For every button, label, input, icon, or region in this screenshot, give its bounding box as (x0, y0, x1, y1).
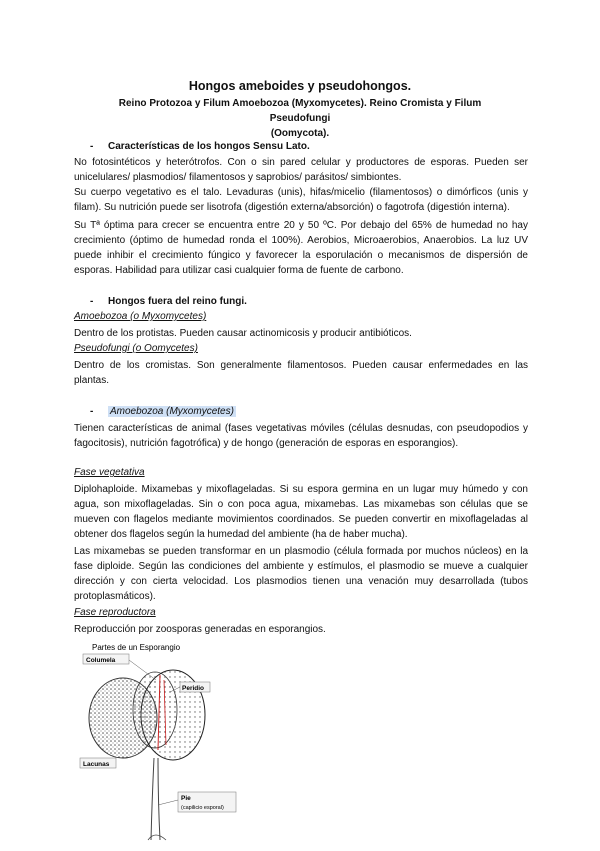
label-peridio: Peridio (182, 685, 205, 692)
paragraph: No fotosintéticos y heterótrofos. Con o sin pared celular y productores de esporas. Pueden ser unicelulares/ plasmodios/ filamentosos y saprobios/ parásitos/ simbiontes. (74, 157, 528, 183)
subsection-label: Pseudofungi (o Oomycetes) (74, 343, 198, 354)
paragraph: Reproducción por zoosporas generadas en esporangios. (74, 624, 326, 635)
paragraph: Las mixamebas se pueden transformar en un plasmodio (célula formada por muchos núcleos) en la fase diploide. Según las condiciones del ambiente y estímulos, el plasmodio se mueve a cualquier dirección y con cierta velocidad. Los plasmodios tienen una venación muy desarrollada (tubos protoplasmáticos). (74, 546, 528, 602)
section-heading-amoebozoa: - Amoebozoa (Myxomycetes) (90, 406, 234, 417)
label-columela: Columela (86, 657, 116, 664)
label-lacunas: Lacunas (83, 761, 110, 768)
section-heading-caracteristicas: - Características de los hongos Sensu Lato. (90, 141, 310, 152)
paragraph: Dentro de los cromistas. Son generalmente filamentosos. Pueden causar enfermedades en las plantas. (74, 360, 528, 386)
sporangium-figure (78, 640, 438, 848)
paragraph: Diplohaploide. Mixamebas y mixoflageladas. Si su espora germina en un lugar muy húmedo y con agua, son mixoflageladas. Sin o con poca agua, mixamebas. Las mixamebas son células que se mueven con flagelos mediante movimientos coordinados. Se pueden convertir en mixoflageladas al obtener dos flagelos según la humedad del ambiente (ha de haber mucha). (74, 484, 528, 540)
page-subtitle (90, 96, 510, 141)
page-title: Hongos ameboides y pseudohongos. (188, 79, 412, 93)
paragraph: Su cuerpo vegetativo es el talo. Levaduras (unis), hifas/micelio (filamentosos) o dimórficos (unis y filam). Su nutrición puede ser lisotrofa (digestión externa/absorción) o fagotrofa (digestión interna). (74, 187, 528, 213)
section-heading-fuera-reino: - Hongos fuera del reino fungi. (90, 296, 247, 307)
figure-title: Partes de un Esporangio (92, 643, 181, 652)
subtitle-line-1: Reino Protozoa y Filum Amoebozoa (Myxomycetes). Reino Cromista y Filum Pseudofungi (118, 98, 482, 124)
sporangium-stalk (151, 758, 154, 840)
paragraph: Dentro de los protistas. Pueden causar actinomicosis y producir antibióticos. (74, 328, 412, 339)
paragraph: Su Tª óptima para crecer se encuentra entre 20 y 50 ºC. Por debajo del 65% de humedad no hay crecimiento (óptimo de humedad ronda el 100%). Aerobios, Microaerobios, Anaerobios. La luz UV puede inhibir el crecimiento fúngico y favorecer la esporulación o mecanismos de dispersión de esporas. Habilidad para utilizar casi cualquier forma de fuente de carbono. (74, 220, 528, 276)
subsection-label: Fase vegetativa (74, 467, 145, 478)
subsection-label: Fase reproductora (74, 607, 156, 618)
subsection-label: Amoebozoa (o Myxomycetes) (74, 311, 207, 322)
label-pie: Pie (181, 795, 191, 802)
subtitle-line-2: (Oomycota). (270, 128, 330, 139)
sporangium-diagram (78, 640, 438, 848)
label-capilicio: (capilicio esporal) (181, 805, 224, 811)
paragraph: Tienen características de animal (fases vegetativas móviles (células desnudas, con pseudopodios y fagocitosis), nutrición fagotrófica) y de hongo (generación de esporas en esporangios). (74, 423, 528, 449)
